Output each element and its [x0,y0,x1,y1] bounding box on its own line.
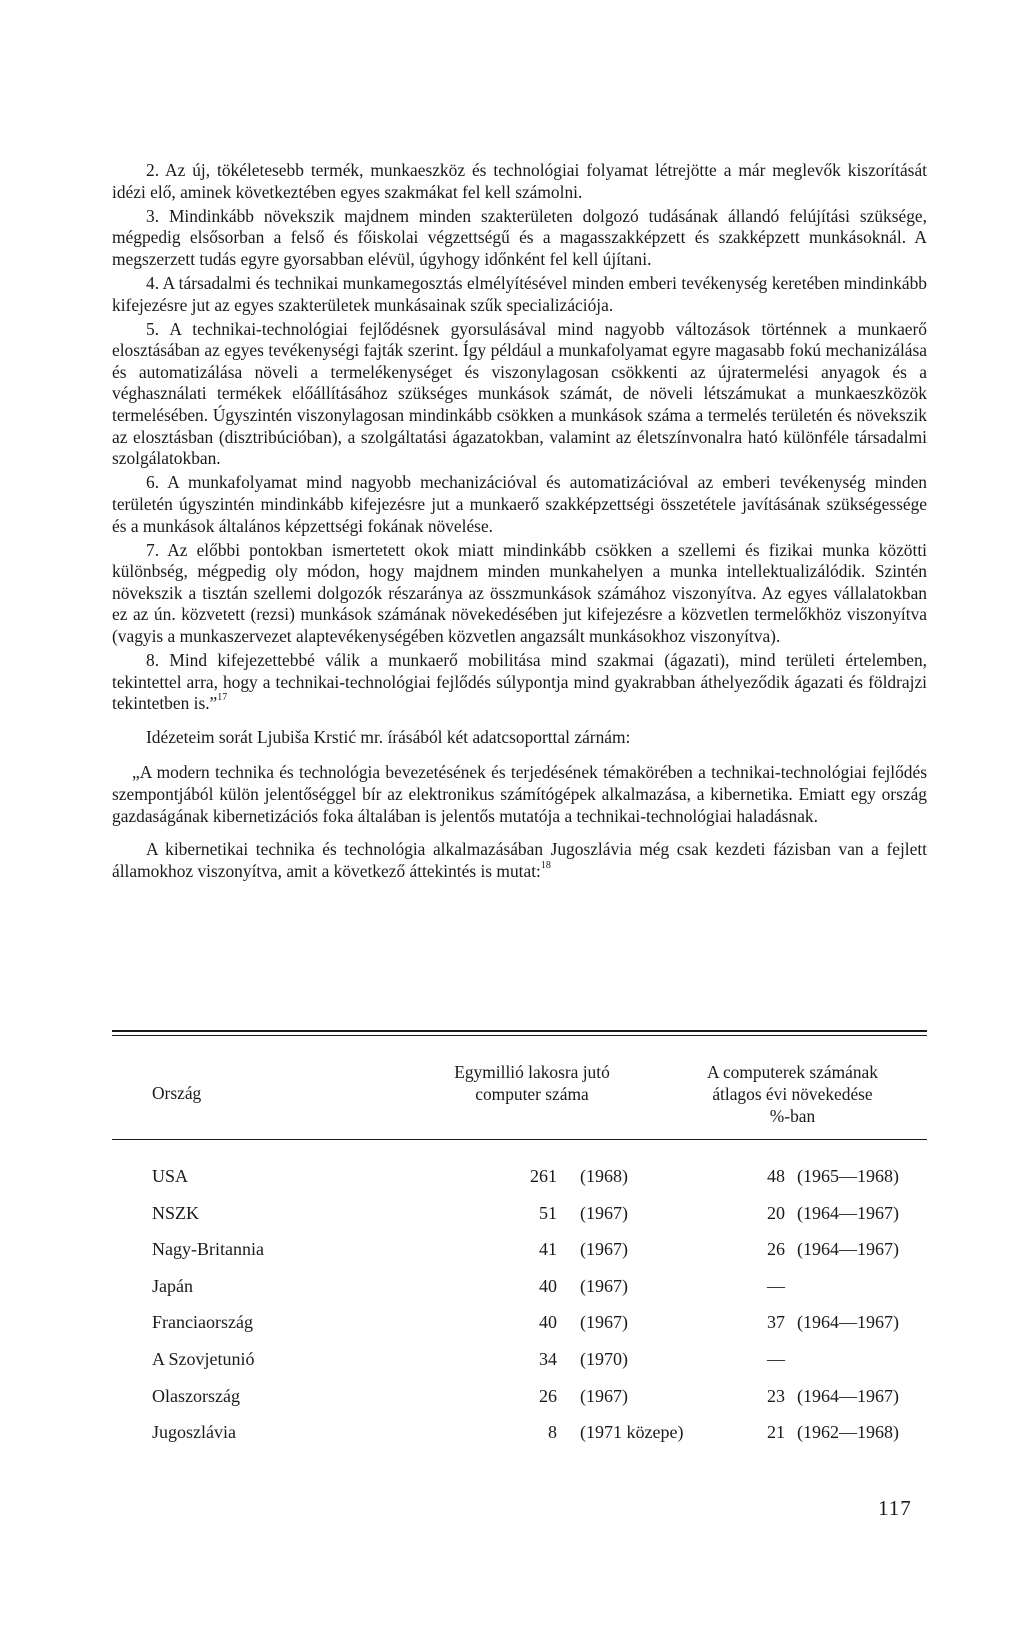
table-body [112,1166,927,1459]
cell-year: (1967) [580,1275,628,1296]
cell-period: (1965—1968) [797,1166,899,1186]
cell-period: (1964—1967) [797,1239,899,1260]
cell-year: (1971 közepe) [580,1422,684,1443]
header-growth [665,1061,920,1127]
cell-count: 40 [539,1312,557,1333]
table-row [112,1276,927,1313]
header-computers-line1: Egymillió lakosra jutó [454,1062,610,1082]
paragraph-point-2: 2. Az új, tökéletesebb termék, munkaeszköz és technológiai folyamat létrejötte a már meglevők kiszorítását idézi elő, aminek következtében egyes szakmákat fel kell számolni. [112,160,927,202]
table-row [112,1349,927,1386]
cell-country: USA [152,1166,189,1186]
table-row [112,1312,927,1349]
cell-count: 34 [539,1348,557,1369]
cell-period: (1962—1968) [797,1422,899,1443]
cell-growth: — [767,1275,785,1296]
cell-period: (1964—1967) [797,1312,899,1333]
cell-country: Japán [152,1275,193,1296]
cell-country: Nagy-Britannia [152,1239,264,1260]
table-row [112,1203,927,1240]
paragraph-point-4: 4. A társadalmi és technikai munkamegosztás elmélyítésével minden emberi tevékenység keretében mindinkább kifejezésre jut az egyes szakterületek munkásainak szűk specializációja. [112,272,927,315]
paragraph-point-8 [112,650,927,715]
header-growth-line1: A computerek számának [707,1062,878,1082]
cell-growth: 23 [767,1385,785,1406]
table-row [112,1422,927,1459]
page-number: 117 [878,1496,912,1520]
header-growth-line2: átlagos évi növekedése [712,1084,873,1104]
footnote-ref-18: 18 [540,859,551,871]
footnote-ref-17: 17 [217,692,228,704]
table-row [112,1166,927,1203]
table-header [112,1036,927,1139]
table-top-rule [112,1030,927,1032]
paragraph-point-7: 7. Az előbbi pontokban ismertetett okok miatt mindinkább csökken a szellemi és fizikai munka közötti különbség, mégpedig oly módon, hogy majdnem minden munkahelyen a munka intellektualizálódik. Szintén növekszik a tisztán szellemi dolgozók részaránya az összmunkások számához viszonyítva. Az egyes vállalatokban ez az ún. közvetett (rezsi) munkások számának növekedésében jut kifejezésre a közvetlen termelőkhöz viszonyítva (vagyis a munkaszervezet alaptevékenységében közvetlen angazsált munkásokhoz viszonyítva). [112,539,927,646]
table-intro-text: A kibernetikai technika és technológia alkalmazásában Jugoszlávia még csak kezdeti fázisban van a fejlett államokhoz viszonyítva, amit a következő áttekintés is mutat: [112,839,927,881]
cell-country: Franciaország [152,1312,253,1333]
cell-growth: — [767,1348,785,1369]
header-computers-line2: computer száma [475,1084,589,1104]
cell-year: (1968) [580,1166,628,1186]
paragraph-point-5: 5. A technikai-technológiai fejlődésnek gyorsulásával mind nagyobb változások történnek a munkaerő elosztásában az egyes tevékenységi fajták szerint. Így például a munkafolyamat egyre magasabb fokú mechanizálása és automatizálása növeli a termelékenységet és viszonylagosan csökkenti az újratermelési anyagok és a véghasználati termékek előállításához szükséges munkások számát, de növeli létszámukat a munkaeszközök termelésében. Úgyszintén viszonylagosan mindinkább csökken a munkások száma a termelés területén és növekszik az elosztásban (disztribúcióban), a szolgáltatási ágazatokban, valamint az életszínvonalra ható különféle társadalmi szolgálatokban. [112,318,927,469]
cell-year: (1967) [580,1202,628,1223]
paragraph-point-6: 6. A munkafolyamat mind nagyobb mechanizációval és automatizációval az emberi tevékenység minden területén úgyszintén mindinkább kifejezésre jut a munkaerő szakképzettségi összetétele javításának szükségessége és a munkások általános képzettségi fokának növelése. [112,472,927,536]
cell-period: (1964—1967) [797,1385,899,1406]
table-header-rule [112,1139,927,1140]
header-growth-line3: %-ban [769,1106,816,1126]
cell-growth: 20 [767,1202,785,1223]
cell-count: 40 [539,1275,557,1296]
cell-count: 51 [539,1202,557,1223]
cell-country: A Szovjetunió [152,1348,255,1369]
cell-country: NSZK [152,1202,200,1223]
quote-paragraph: „A modern technika és technológia bevezetésének és terjedésének témakörében a technikai-technológiai fejlődés szempontjából külön jelentőséggel bír az elektronikus számítógépek alkalmazása, a kibernetika. Emiatt egy ország gazdaságának kibernetizációs foka általában is jelentős mutatója a technikai-technológiai haladásnak. [112,762,927,826]
table-row [112,1386,927,1423]
cell-growth: 21 [767,1422,785,1443]
cell-count: 26 [539,1385,557,1406]
computer-stats-table [112,1030,927,1459]
cell-count: 8 [548,1422,557,1443]
cell-growth: 48 [767,1166,785,1186]
cell-year: (1967) [580,1385,628,1406]
header-country: Ország [152,1083,202,1103]
cell-year: (1970) [580,1348,628,1369]
cell-period: (1964—1967) [797,1202,899,1223]
citation-line: Idézeteim sorát Ljubiša Krstić mr. írásából két adatcsoporttal zárnám: [146,726,631,747]
cell-count: 261 [530,1166,557,1186]
cell-year: (1967) [580,1312,628,1333]
table-row [112,1239,927,1276]
cell-count: 41 [539,1239,557,1260]
cell-year: (1967) [580,1239,628,1260]
cell-growth: 37 [767,1312,785,1333]
table-intro [112,839,927,882]
body-text [112,160,927,885]
header-computers [412,1061,652,1105]
paragraph-point-8-text: 8. Mind kifejezettebbé válik a munkaerő mobilitása mind szakmai (ágazati), mind területi értelemben, tekintettel arra, hogy a technikai-technológiai fejlődés súlypontja mind gyakrabban áthelyeződik ágazati és földrajzi tekintetben is.” [112,650,927,714]
cell-country: Olaszország [152,1385,240,1406]
cell-country: Jugoszlávia [152,1422,236,1443]
cell-growth: 26 [767,1239,785,1260]
paragraph-point-3: 3. Mindinkább növekszik majdnem minden szakterületen dolgozó tudásának állandó felújítási szüksége, mégpedig elsősorban a felső és főiskolai végzettségű és a magasszakképzett és szakképzett munkásoknál. A megszerzett tudás egyre gyorsabban elévül, úgyhogy időnként fel kell újítani. [112,205,927,269]
